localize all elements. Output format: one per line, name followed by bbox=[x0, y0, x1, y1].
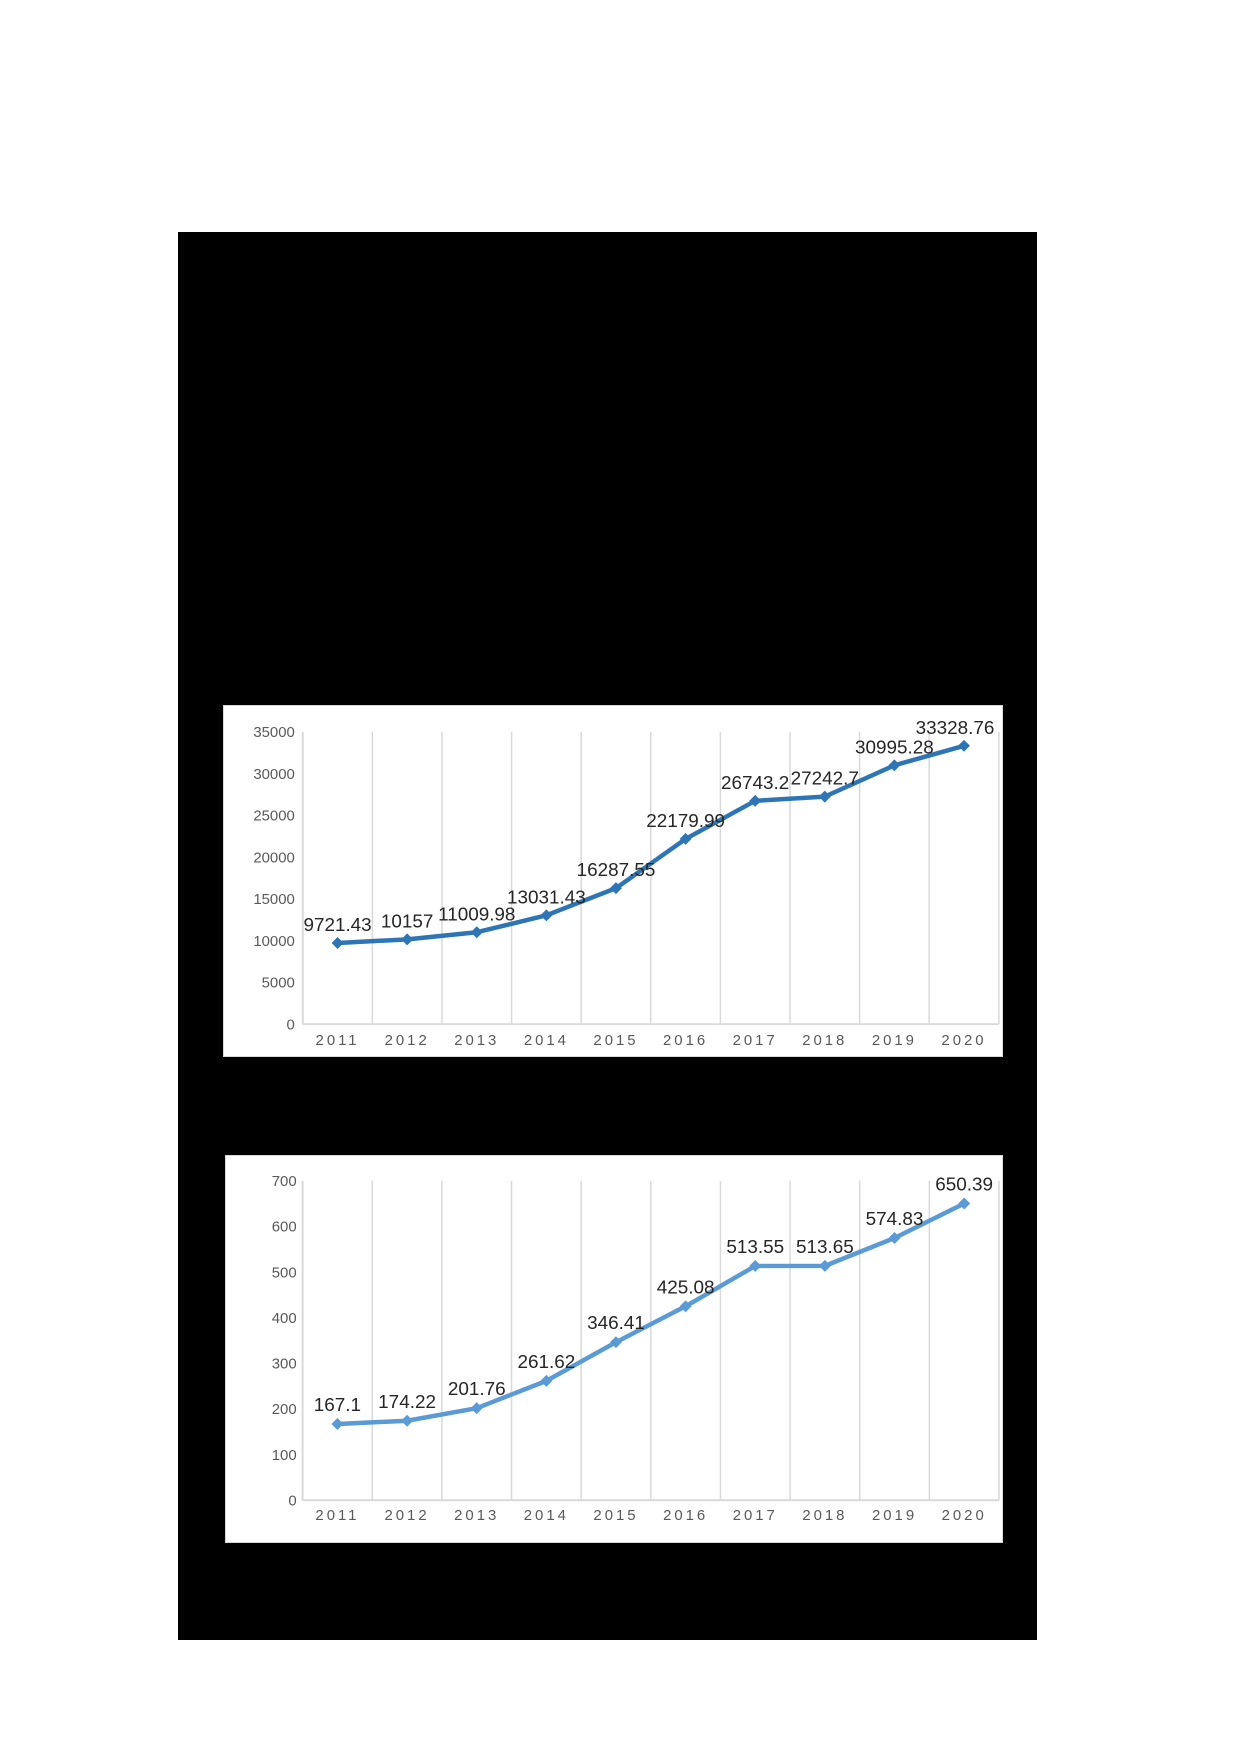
y-axis-tick-label: 35000 bbox=[253, 725, 295, 742]
data-point-label: 13031.43 bbox=[507, 887, 586, 909]
x-axis-tick-label: 2016 bbox=[663, 1507, 709, 1525]
data-point-marker bbox=[819, 1260, 831, 1272]
y-axis-tick-label: 30000 bbox=[253, 766, 295, 783]
data-point-label: 513.55 bbox=[726, 1236, 785, 1258]
figure-background bbox=[178, 232, 1037, 1640]
x-axis-tick-label: 2018 bbox=[802, 1507, 848, 1525]
y-axis-tick-label: 500 bbox=[271, 1264, 297, 1282]
data-point-label: 174.22 bbox=[378, 1391, 436, 1413]
data-point-marker bbox=[471, 926, 483, 938]
line-chart-top bbox=[223, 705, 1003, 1057]
data-point-label: 26743.2 bbox=[721, 772, 790, 794]
x-axis-tick-label: 2015 bbox=[593, 1507, 639, 1525]
data-point-marker bbox=[540, 909, 552, 921]
data-point-marker bbox=[958, 740, 970, 752]
x-axis-tick-label: 2017 bbox=[732, 1507, 778, 1525]
y-axis-tick-label: 400 bbox=[271, 1309, 297, 1327]
data-point-marker bbox=[332, 937, 344, 949]
x-axis-tick-label: 2018 bbox=[802, 1033, 848, 1050]
data-point-label: 574.83 bbox=[865, 1209, 924, 1231]
data-point-label: 650.39 bbox=[935, 1174, 994, 1196]
data-point-label: 27242.7 bbox=[790, 768, 859, 790]
x-axis-tick-label: 2016 bbox=[663, 1033, 709, 1050]
y-axis-tick-label: 5000 bbox=[261, 975, 295, 992]
data-point-label: 513.65 bbox=[796, 1236, 854, 1258]
data-point-label: 22179.99 bbox=[646, 810, 725, 832]
data-point-label: 9721.43 bbox=[303, 915, 372, 937]
x-axis-tick-label: 2011 bbox=[315, 1507, 360, 1525]
x-axis-tick-label: 2015 bbox=[593, 1033, 639, 1050]
x-axis-tick-label: 2013 bbox=[454, 1507, 500, 1525]
y-axis-tick-label: 700 bbox=[271, 1173, 297, 1191]
data-point-marker bbox=[401, 933, 413, 945]
y-axis-tick-label: 15000 bbox=[253, 892, 295, 909]
y-axis-tick-label: 200 bbox=[271, 1401, 297, 1419]
y-axis-tick-label: 600 bbox=[271, 1218, 297, 1236]
x-axis-tick-label: 2017 bbox=[732, 1033, 778, 1050]
x-axis-tick-label: 2013 bbox=[454, 1033, 500, 1050]
data-point-label: 425.08 bbox=[656, 1277, 715, 1299]
x-axis-tick-label: 2011 bbox=[315, 1033, 360, 1050]
data-point-label: 167.1 bbox=[313, 1395, 362, 1417]
line-chart-bottom bbox=[225, 1155, 1003, 1543]
data-point-label: 346.41 bbox=[587, 1313, 645, 1335]
y-axis-tick-label: 25000 bbox=[253, 808, 295, 825]
x-axis-tick-label: 2020 bbox=[941, 1507, 987, 1525]
x-axis-tick-label: 2014 bbox=[523, 1507, 569, 1525]
x-axis-tick-label: 2014 bbox=[523, 1033, 569, 1050]
data-point-label: 261.62 bbox=[517, 1351, 576, 1373]
data-point-label: 30995.28 bbox=[855, 737, 934, 759]
data-point-label: 33328.76 bbox=[915, 717, 995, 739]
y-axis-tick-label: 0 bbox=[288, 1492, 297, 1510]
data-point-label: 16287.55 bbox=[576, 860, 656, 882]
data-point-marker bbox=[471, 1402, 483, 1414]
data-point-label: 10157 bbox=[380, 911, 434, 933]
data-point-marker bbox=[331, 1418, 343, 1430]
x-axis-tick-label: 2020 bbox=[941, 1033, 987, 1050]
data-point-label: 11009.98 bbox=[438, 904, 516, 926]
data-point-label: 201.76 bbox=[447, 1379, 506, 1401]
x-axis-tick-label: 2012 bbox=[384, 1507, 430, 1525]
y-axis-tick-label: 300 bbox=[271, 1355, 297, 1373]
y-axis-tick-label: 0 bbox=[286, 1017, 295, 1034]
y-axis-tick-label: 100 bbox=[271, 1446, 297, 1464]
x-axis-tick-label: 2019 bbox=[871, 1033, 917, 1050]
y-axis-tick-label: 20000 bbox=[253, 850, 295, 867]
x-axis-tick-label: 2012 bbox=[384, 1033, 430, 1050]
data-point-marker bbox=[401, 1415, 413, 1427]
y-axis-tick-label: 10000 bbox=[253, 933, 295, 950]
x-axis-tick-label: 2019 bbox=[871, 1507, 918, 1525]
